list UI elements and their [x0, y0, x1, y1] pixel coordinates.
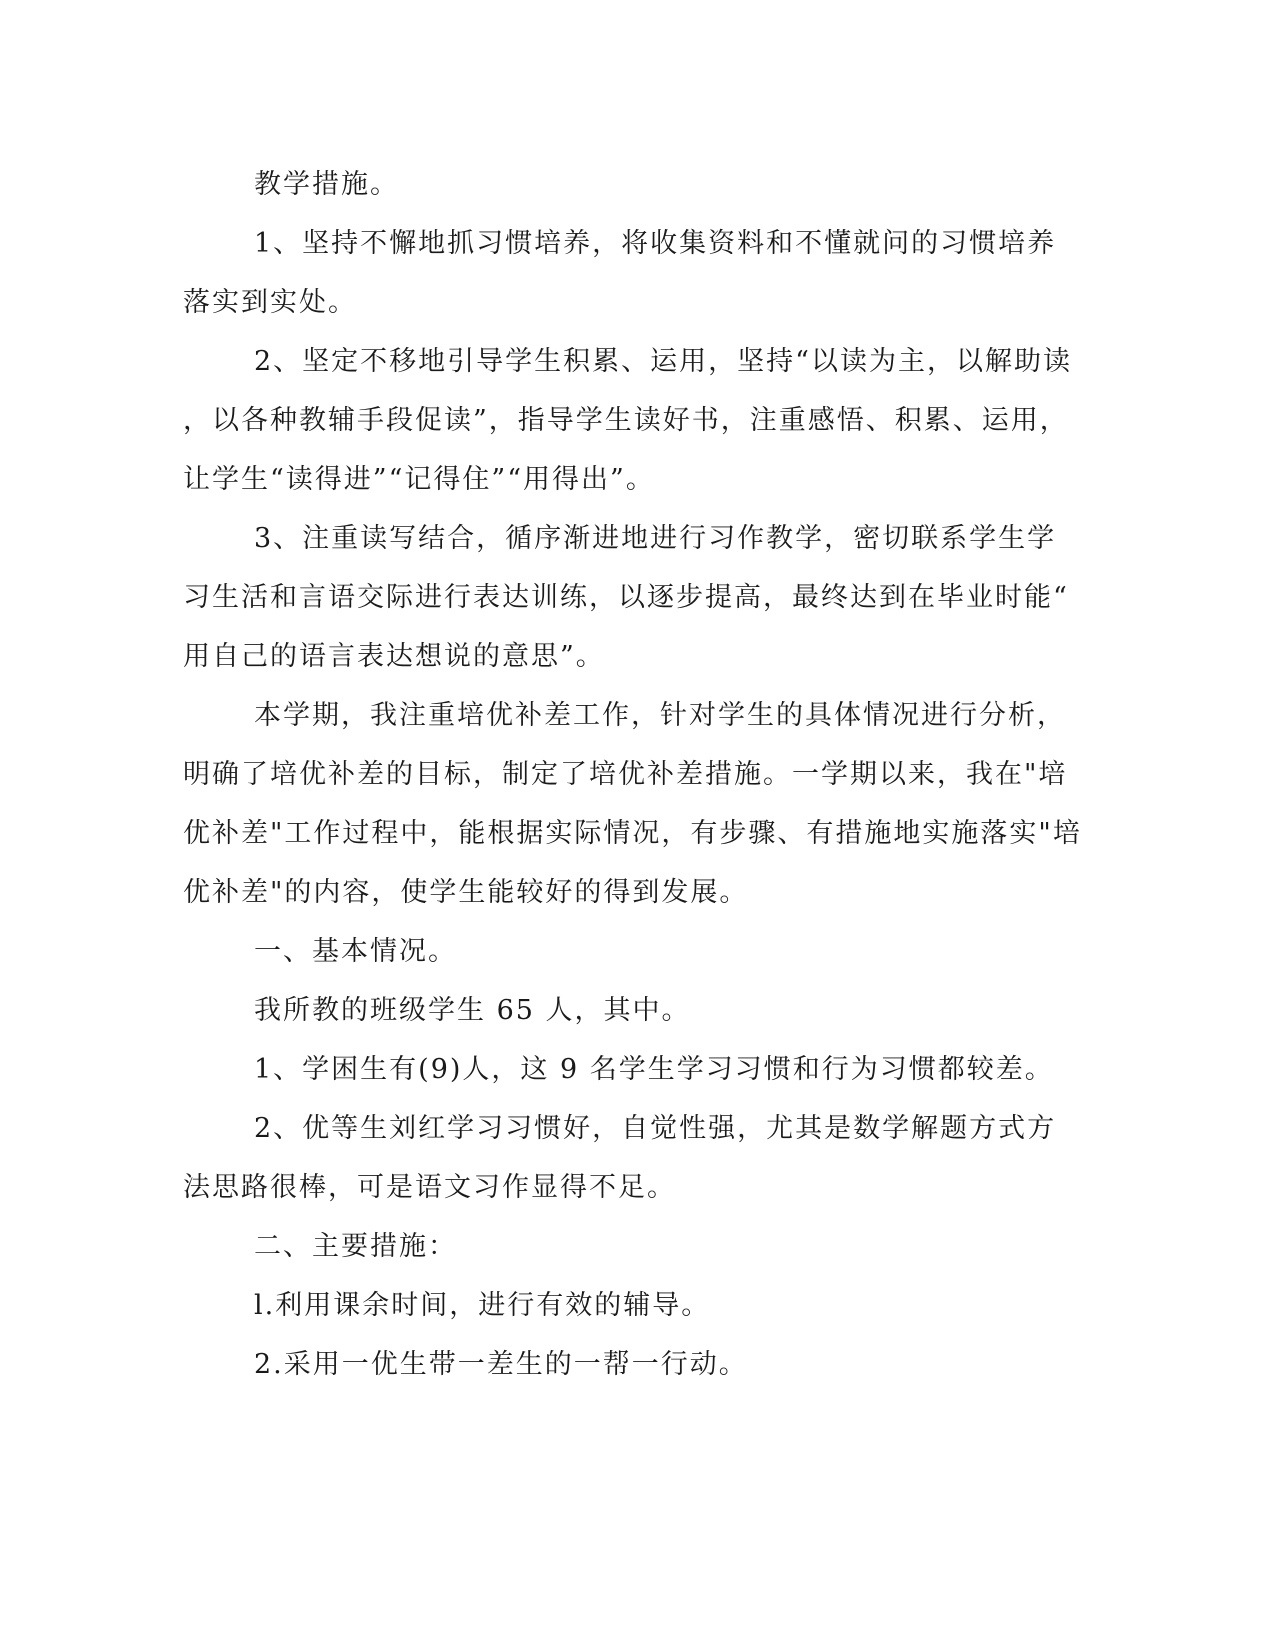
text-line: 让学生“读得进”“记得住”“用得出”。 [183, 464, 655, 495]
text-line: 1、学困生有(9)人，这 9 名学生学习习惯和行为习惯都较差。 [254, 1054, 1054, 1085]
text-line: 2、优等生刘红学习习惯好，自觉性强，尤其是数学解题方式方 [254, 1113, 1057, 1144]
section-heading: 二、主要措施： [254, 1231, 457, 1262]
text-line: 本学期，我注重培优补差工作，针对学生的具体情况进行分析， [254, 700, 1066, 731]
text-line: 2.采用一优生带一差生的一帮一行动。 [254, 1349, 748, 1380]
text-line: l.利用课余时间，进行有效的辅导。 [254, 1290, 711, 1321]
text-line: 优补差"工作过程中，能根据实际情况，有步骤、有措施地实施落实"培 [183, 818, 1082, 849]
text-line: 2、坚定不移地引导学生积累、运用，坚持“以读为主，以解助读 [254, 346, 1072, 377]
section-heading: 一、基本情况。 [254, 936, 457, 967]
text-line: 习生活和言语交际进行表达训练，以逐步提高，最终达到在毕业时能“ [183, 582, 1069, 613]
text-line: 落实到实处。 [183, 287, 357, 318]
document-body [183, 155, 1082, 1394]
text-line: 教学措施。 [254, 169, 399, 200]
text-line: 法思路很棒，可是语文习作显得不足。 [183, 1172, 676, 1203]
text-line: 我所教的班级学生 65 人，其中。 [254, 995, 691, 1026]
text-line: 1、坚持不懈地抓习惯培养，将收集资料和不懂就问的习惯培养 [254, 228, 1057, 259]
text-line: 明确了培优补差的目标，制定了培优补差措施。一学期以来，我在"培 [183, 759, 1068, 790]
text-line: 用自己的语言表达想说的意思”。 [183, 641, 605, 672]
text-line: ，以各种教辅手段促读”，指导学生读好书，注重感悟、积累、运用， [183, 405, 1069, 436]
text-line: 优补差"的内容，使学生能较好的得到发展。 [183, 877, 749, 908]
text-line: 3、注重读写结合，循序渐进地进行习作教学，密切联系学生学 [254, 523, 1057, 554]
